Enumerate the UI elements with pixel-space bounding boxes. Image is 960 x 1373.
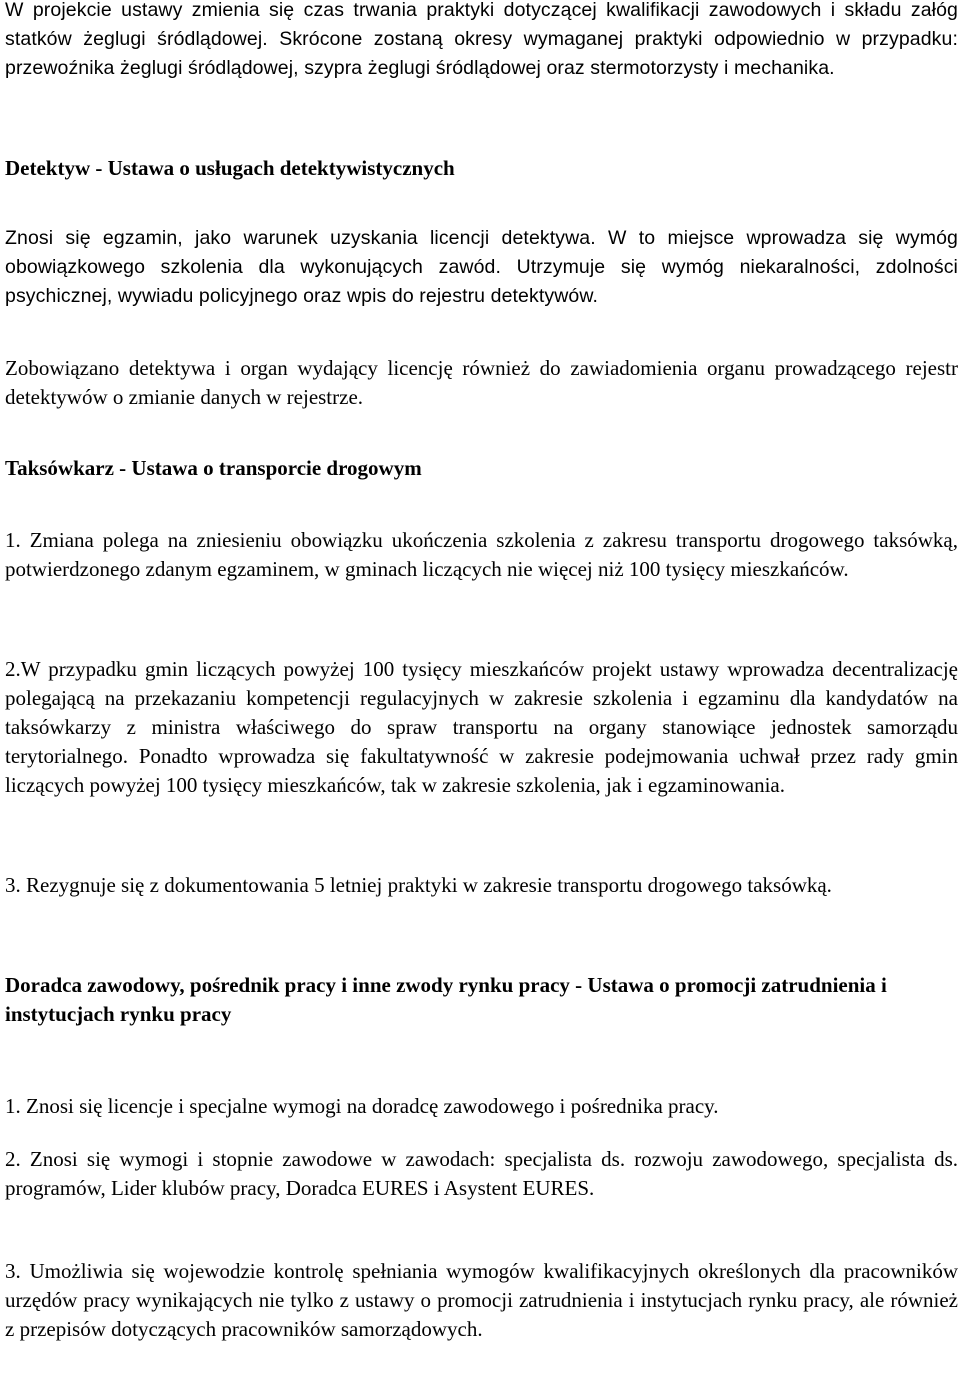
intro-paragraph: W projekcie ustawy zmienia się czas trwania praktyki dotyczącej kwalifikacji zawodowych i składu załóg statków żeglugi śródlądowej. Skrócone zostaną okresy wymaganej praktyki odpowiednio w przypadku: przewoźnika żeglugi śródlądowej, szypra żeglugi śródlądowej oraz stermotorzysty i mechanika.: [5, 0, 958, 79]
doradca-paragraph-2: 2. Znosi się wymogi i stopnie zawodowe w zawodach: specjalista ds. rozwoju zawodowego, specjalista ds. programów, Lider klubów pracy, Doradca EURES i Asystent EURES.: [5, 1147, 958, 1200]
doradca-paragraph-3: 3. Umożliwia się wojewodzie kontrolę spełniania wymogów kwalifikacyjnych określonych dla pracowników urzędów pracy wynikających nie tylko z ustawy o promocji zatrudnienia i instytucjach rynku pracy, ale również z przepisów dotyczących pracowników samorządowych.: [5, 1259, 958, 1341]
taksowkarz-paragraph-3: 3. Rezygnuje się z dokumentowania 5 letniej praktyki w zakresie transportu drogowego taksówką.: [5, 873, 832, 897]
taksowkarz-paragraph-1: 1. Zmiana polega na zniesieniu obowiązku ukończenia szkolenia z zakresu transportu drogowego taksówką, potwierdzonego zdanym egzaminem, w gminach liczących nie więcej niż 100 tysięcy mieszkańców.: [5, 528, 958, 581]
detektyw-paragraph-2: Zobowiązano detektywa i organ wydający licencję również do zawiadomienia organu prowadzącego rejestr detektywów o zmianie danych w rejestrze.: [5, 356, 958, 409]
taksowkarz-paragraph-2: 2.W przypadku gmin liczących powyżej 100 tysięcy mieszkańców projekt ustawy wprowadza decentralizację polegającą na przekazaniu kompetencji regulacyjnych w zakresie szkolenia i egzaminu dla kandydatów na taksówkarzy z ministra właściwego do spraw transportu na organy stanowiące jednostek samorządu terytorialnego. Ponadto wprowadza się fakultatywność w zakresie podejmowania uchwał przez rady gmin liczących powyżej 100 tysięcy mieszkańców, tak w zakresie szkolenia, jak i egzaminowania.: [5, 657, 958, 797]
section-heading-detektyw: Detektyw - Ustawa o usługach detektywistycznych: [5, 156, 455, 180]
section-heading-taksowkarz: Taksówkarz - Ustawa o transporcie drogowym: [5, 456, 422, 480]
detektyw-paragraph-1: Znosi się egzamin, jako warunek uzyskania licencji detektywa. W to miejsce wprowadza się wymóg obowiązkowego szkolenia dla wykonujących zawód. Utrzymuje się wymóg niekaralności, zdolności psychicznej, wywiadu policyjnego oraz wpis do rejestru detektywów.: [5, 227, 958, 307]
section-heading-doradca: Doradca zawodowy, pośrednik pracy i inne zwody rynku pracy - Ustawa o promocji zatrudnienia i instytucjach rynku pracy: [5, 973, 887, 1026]
doradca-paragraph-1: 1. Znosi się licencje i specjalne wymogi na doradcę zawodowego i pośrednika pracy.: [5, 1094, 719, 1118]
